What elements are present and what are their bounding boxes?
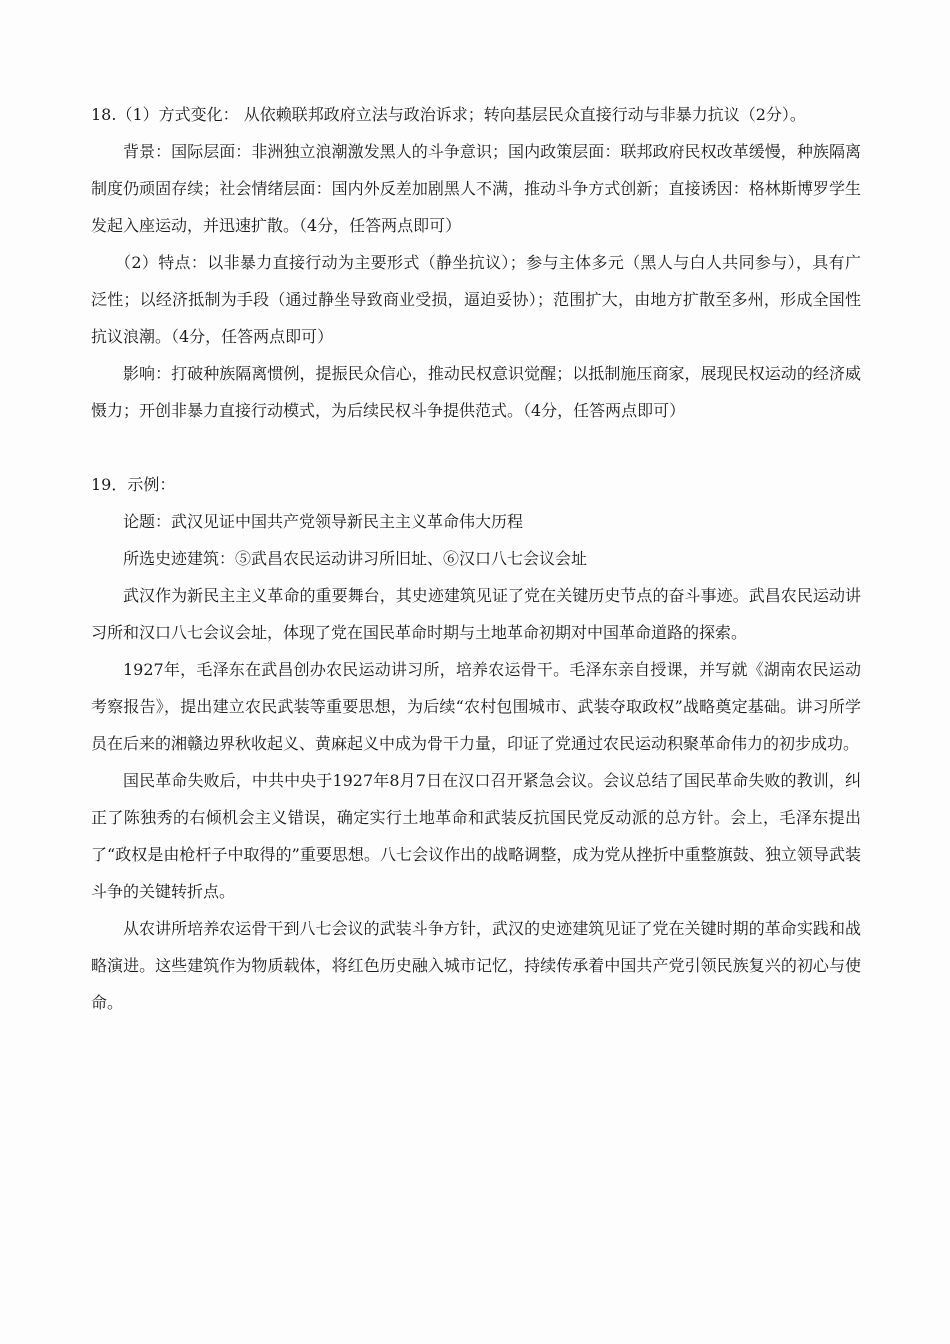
q18-background-answer: 背景：国际层面：非洲独立浪潮激发黑人的斗争意识；国内政策层面：联邦政府民权改革缓慢，种族隔离制度仍顽固存续；社会情绪层面：国内外反差加剧黑人不满，推动斗争方式创新；直接诱因：格林斯博罗学生发起入座运动，并迅速扩散。（4分，任答两点即可） [91,142,861,235]
q19-paragraph-2: 1927年，毛泽东在武昌创办农民运动讲习所，培养农运骨干。毛泽东亲自授课，并写就《湖南农民运动考察报告》，提出建立农民武装等重要思想，为后续“农村包围城市、武装夺取政权”战略奠定基础。讲习所学员在后来的湘赣边界秋收起义、黄麻起义中成为骨干力量，印证了党通过农民运动积聚革命伟力的初步成功。 [91,660,861,753]
q19-topic: 论题：武汉见证中国共产党领导新民主主义革命伟大历程 [123,512,524,531]
q19-heading: 19．示例： [91,475,176,494]
q18-part1-answer: 18.（1）方式变化： 从依赖联邦政府立法与政治诉求；转向基层民众直接行动与非暴力抗议（2分）。 [91,105,806,124]
q19-selected-buildings: 所选史迹建筑：⑤武昌农民运动讲习所旧址、⑥汉口八七会议会址 [123,549,588,568]
q18-part2-answer: （2）特点：以非暴力直接行动为主要形式（静坐抗议）；参与主体多元（黑人与白人共同参与），具有广泛性；以经济抵制为手段（通过静坐导致商业受损，逼迫妥协）；范围扩大，由地方扩散至多州，形成全国性抗议浪潮。（4分，任答两点即可） [91,253,861,346]
q18-impact-answer: 影响：打破种族隔离惯例，提振民众信心，推动民权意识觉醒；以抵制施压商家，展现民权运动的经济威慑力；开创非暴力直接行动模式，为后续民权斗争提供范式。（4分，任答两点即可） [91,364,861,420]
answer-content [91,96,861,1021]
q19-paragraph-1: 武汉作为新民主主义革命的重要舞台，其史迹建筑见证了党在关键历史节点的奋斗事迹。武昌农民运动讲习所和汉口八七会议会址，体现了党在国民革命时期与土地革命初期对中国革命道路的探索。 [91,586,861,642]
section-gap [91,429,861,466]
q19-paragraph-4: 从农讲所培养农运骨干到八七会议的武装斗争方针，武汉的史迹建筑见证了党在关键时期的革命实践和战略演进。这些建筑作为物质载体，将红色历史融入城市记忆，持续传承着中国共产党引领民族复兴的初心与使命。 [91,919,861,1012]
q19-paragraph-3: 国民革命失败后，中共中央于1927年8月7日在汉口召开紧急会议。会议总结了国民革命失败的教训，纠正了陈独秀的右倾机会主义错误，确定实行土地革命和武装反抗国民党反动派的总方针。会上，毛泽东提出了“政权是由枪杆子中取得的”重要思想。八七会议作出的战略调整，成为党从挫折中重整旗鼓、独立领导武装斗争的关键转折点。 [91,771,861,901]
